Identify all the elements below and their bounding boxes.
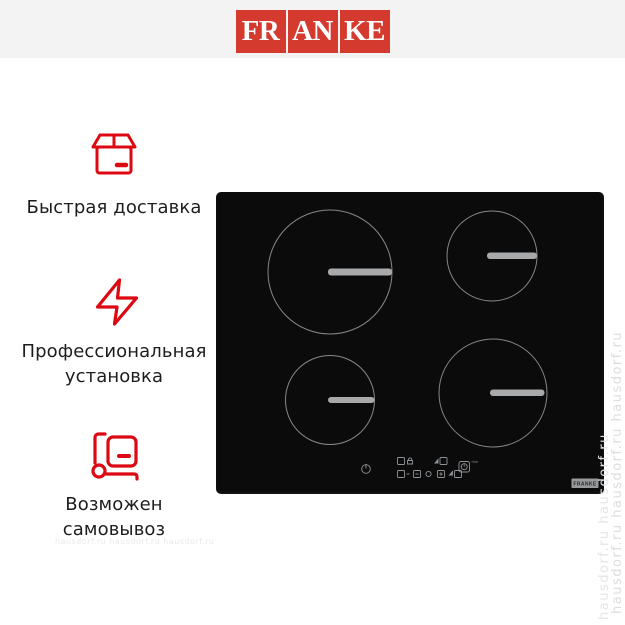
header-band xyxy=(0,0,625,58)
franke-logo-tile-3 xyxy=(340,10,390,53)
zone-key-icon xyxy=(440,458,447,465)
feature-label xyxy=(12,195,216,220)
franke-logo-text-1: FR xyxy=(241,15,280,47)
watermark-right-outer: hausdorf.ru hausdorf.ru hausdorf.ru xyxy=(610,330,625,614)
pointer-icon xyxy=(450,472,453,476)
feature-line: самовывоз xyxy=(62,519,166,540)
franke-logo xyxy=(236,10,390,53)
watermark-bottom: hausdorf.ru hausdorf.ru hausdorf.ru xyxy=(55,537,215,546)
feature-label xyxy=(12,339,216,389)
watermark-right-inner: hausdorf.ru hausdorf.ru xyxy=(597,433,612,620)
feature-fast-delivery xyxy=(12,126,216,220)
hob-brand-badge xyxy=(572,479,599,489)
feature-professional-installation xyxy=(12,276,216,389)
lock-icon xyxy=(408,458,413,464)
feature-line: Профессиональная xyxy=(21,341,207,362)
feature-line: Возможен xyxy=(65,494,163,515)
hob-brand-badge-text: FRANKE xyxy=(573,481,597,488)
hob-graphic xyxy=(216,192,604,494)
burner-bar-top-left xyxy=(328,269,392,276)
control-panel xyxy=(362,458,478,478)
power-icon xyxy=(362,464,371,473)
lightning-icon xyxy=(86,276,142,326)
zone-key-icon xyxy=(398,471,405,478)
burner-bar-bottom-left xyxy=(328,397,375,403)
feature-line: установка xyxy=(64,366,164,387)
timer-min-label: min xyxy=(471,460,478,464)
pointer-icon xyxy=(435,460,438,464)
franke-logo-text-3: KE xyxy=(344,15,385,47)
burner-bar-top-right xyxy=(487,253,537,260)
burner-bar-bottom-right xyxy=(490,390,545,397)
trolley-icon xyxy=(86,429,142,485)
pause-icon xyxy=(426,471,431,476)
zone-key-icon xyxy=(398,458,405,465)
package-icon xyxy=(86,126,142,182)
feature-pickup-available xyxy=(12,429,216,542)
franke-logo-tile-1 xyxy=(236,10,286,53)
franke-logo-text-2: AN xyxy=(292,15,333,47)
franke-logo-tile-2 xyxy=(288,10,338,53)
product-image-hob xyxy=(216,192,604,494)
feature-line: Быстрая доставка xyxy=(26,197,202,218)
feature-label xyxy=(12,492,216,542)
